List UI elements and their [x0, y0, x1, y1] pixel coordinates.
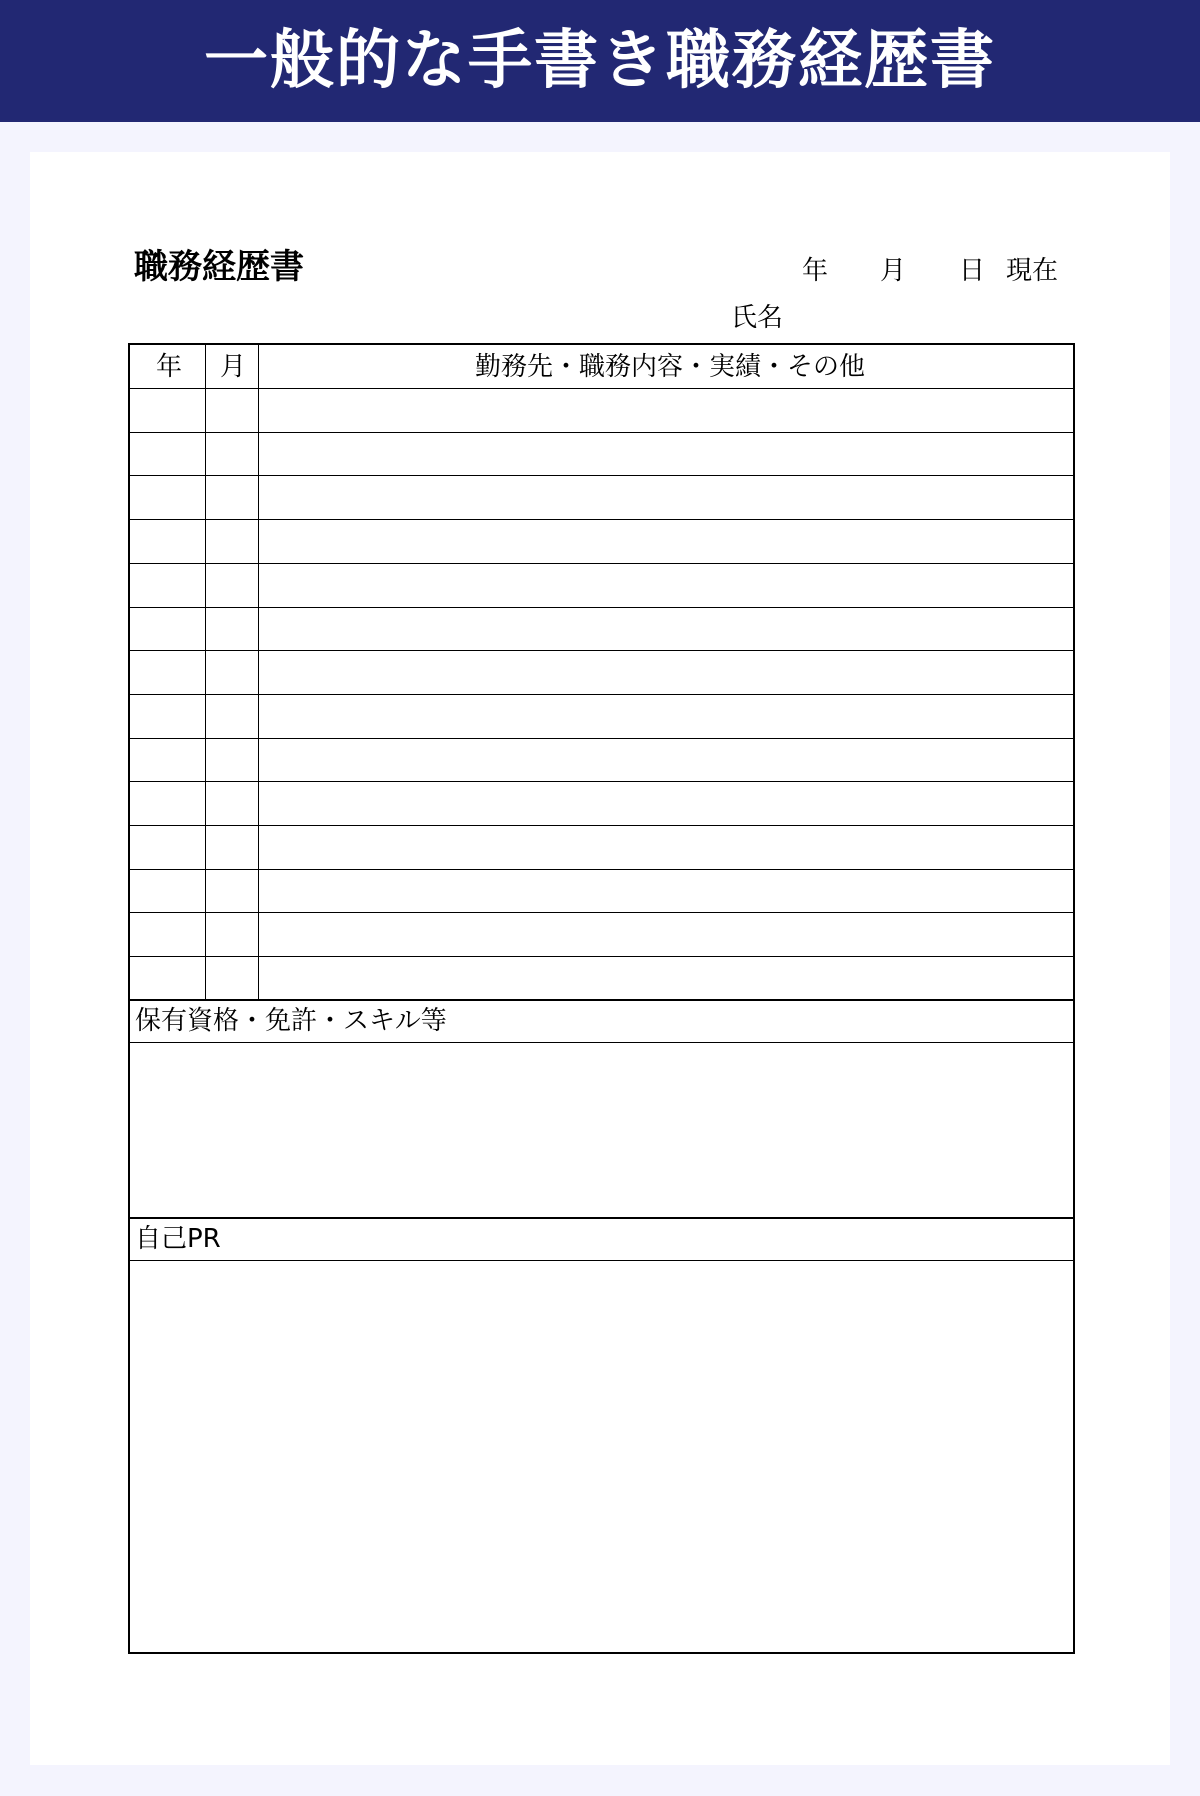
content-cell[interactable] [259, 871, 1075, 912]
content-cell[interactable] [259, 652, 1075, 693]
year-cell[interactable] [130, 871, 205, 912]
section-divider [130, 999, 1073, 1001]
header-month: 月 [220, 352, 247, 382]
month-cell[interactable] [206, 565, 258, 606]
content-cell[interactable] [259, 390, 1075, 431]
qualifications-field[interactable] [130, 1044, 1073, 1214]
content-cell[interactable] [259, 565, 1075, 606]
date-day-label: 日 [959, 256, 986, 286]
table-row-divider [130, 607, 1073, 608]
table-row-divider [130, 650, 1073, 651]
year-cell[interactable] [130, 652, 205, 693]
table-row-divider [130, 781, 1073, 782]
qualifications-label: 保有資格・免許・スキル等 [135, 1006, 447, 1036]
column-divider-year [205, 345, 206, 1000]
content-cell[interactable] [259, 477, 1075, 518]
table-row-divider [130, 563, 1073, 564]
month-cell[interactable] [206, 827, 258, 868]
content-cell[interactable] [259, 434, 1075, 475]
section-divider [130, 1217, 1073, 1219]
content-cell[interactable] [259, 696, 1075, 737]
date-month-label: 月 [880, 256, 907, 286]
table-row-divider [130, 956, 1073, 957]
document-title: 職務経歴書 [134, 247, 304, 287]
month-cell[interactable] [206, 914, 258, 955]
content-cell[interactable] [259, 958, 1075, 999]
month-cell[interactable] [206, 477, 258, 518]
table-row-divider [130, 738, 1073, 739]
month-cell[interactable] [206, 958, 258, 999]
table-row-divider [130, 432, 1073, 433]
month-cell[interactable] [206, 390, 258, 431]
banner-title: 一般的な手書き職務経歴書 [204, 24, 996, 98]
month-cell[interactable] [206, 783, 258, 824]
year-cell[interactable] [130, 477, 205, 518]
table-row-divider [130, 825, 1073, 826]
content-cell[interactable] [259, 783, 1075, 824]
column-divider-month [258, 345, 259, 1000]
self-pr-label-divider [130, 1260, 1073, 1261]
content-cell[interactable] [259, 609, 1075, 650]
month-cell[interactable] [206, 740, 258, 781]
month-cell[interactable] [206, 609, 258, 650]
self-pr-field[interactable] [130, 1262, 1073, 1652]
month-cell[interactable] [206, 871, 258, 912]
month-cell[interactable] [206, 521, 258, 562]
year-cell[interactable] [130, 434, 205, 475]
table-row-divider [130, 869, 1073, 870]
content-cell[interactable] [259, 914, 1075, 955]
header-banner [0, 0, 1200, 122]
table-row-divider [130, 694, 1073, 695]
year-cell[interactable] [130, 740, 205, 781]
year-cell[interactable] [130, 609, 205, 650]
year-cell[interactable] [130, 914, 205, 955]
qualifications-label-divider [130, 1042, 1073, 1043]
header-content: 勤務先・職務内容・実績・その他 [475, 352, 866, 382]
content-cell[interactable] [259, 521, 1075, 562]
self-pr-label: 自己PR [135, 1224, 221, 1254]
form-frame [128, 343, 1075, 1654]
year-cell[interactable] [130, 783, 205, 824]
year-cell[interactable] [130, 958, 205, 999]
content-cell[interactable] [259, 827, 1075, 868]
table-row-divider [130, 388, 1073, 389]
year-cell[interactable] [130, 390, 205, 431]
year-cell[interactable] [130, 565, 205, 606]
month-cell[interactable] [206, 652, 258, 693]
content-cell[interactable] [259, 740, 1075, 781]
table-row-divider [130, 519, 1073, 520]
header-year: 年 [156, 352, 183, 382]
name-label: 氏名 [731, 303, 784, 333]
table-row-divider [130, 475, 1073, 476]
year-cell[interactable] [130, 827, 205, 868]
date-as-of-label: 現在 [1006, 256, 1059, 286]
date-year-label: 年 [802, 256, 829, 286]
month-cell[interactable] [206, 696, 258, 737]
table-row-divider [130, 912, 1073, 913]
month-cell[interactable] [206, 434, 258, 475]
year-cell[interactable] [130, 696, 205, 737]
year-cell[interactable] [130, 521, 205, 562]
history-header-row [130, 345, 1073, 388]
